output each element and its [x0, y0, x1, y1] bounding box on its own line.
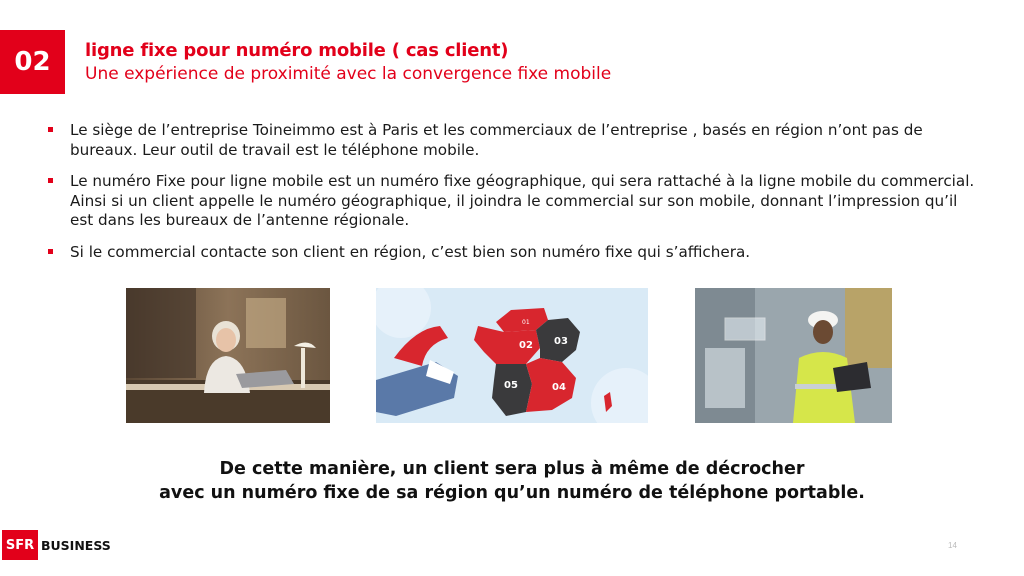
- map-label-02: 02: [519, 340, 533, 351]
- bullet-item: Le numéro Fixe pour ligne mobile est un numéro fixe géographique, qui sera rattaché à la ligne mobile du commercial. Ainsi si un client appelle le numéro géographique, il joindra le commercial sur son mobile, donnant l’impression qu’il est dans les bureaux de l’antenne régionale.: [48, 172, 978, 231]
- section-number: 02: [14, 47, 51, 77]
- slide-title: ligne fixe pour numéro mobile ( cas client): [85, 40, 509, 61]
- section-number-badge: [0, 30, 65, 94]
- slide-subtitle: Une expérience de proximité avec la convergence fixe mobile: [85, 64, 612, 84]
- business-label: BUSINESS: [41, 537, 111, 553]
- france-map-illustration: [376, 288, 648, 423]
- map-label-05: 05: [504, 380, 518, 391]
- bullet-item: Si le commercial contacte son client en région, c’est bien son numéro fixe qui s’affichera.: [48, 243, 978, 263]
- sfr-logo-box: SFR: [2, 530, 38, 560]
- engineer-tablet-photo: [695, 288, 892, 423]
- bullet-item: Le siège de l’entreprise Toineimmo est à Paris et les commerciaux de l’entreprise , basés en région n’ont pas de bureaux. Leur outil de travail est le téléphone mobile.: [48, 121, 978, 160]
- conclusion-line-1: De cette manière, un client sera plus à même de décrocher: [219, 459, 805, 479]
- map-label-03: 03: [554, 336, 568, 347]
- conclusion-line-2: avec un numéro fixe de sa région qu’un numéro de téléphone portable.: [159, 483, 865, 503]
- page-number: 14: [948, 541, 957, 550]
- sfr-business-logo: [2, 530, 111, 560]
- map-label-04: 04: [552, 382, 566, 393]
- bullet-list: [48, 121, 978, 274]
- conclusion-text: [0, 457, 1024, 505]
- woman-laptop-photo: [126, 288, 330, 423]
- map-label-01: 01: [522, 319, 530, 326]
